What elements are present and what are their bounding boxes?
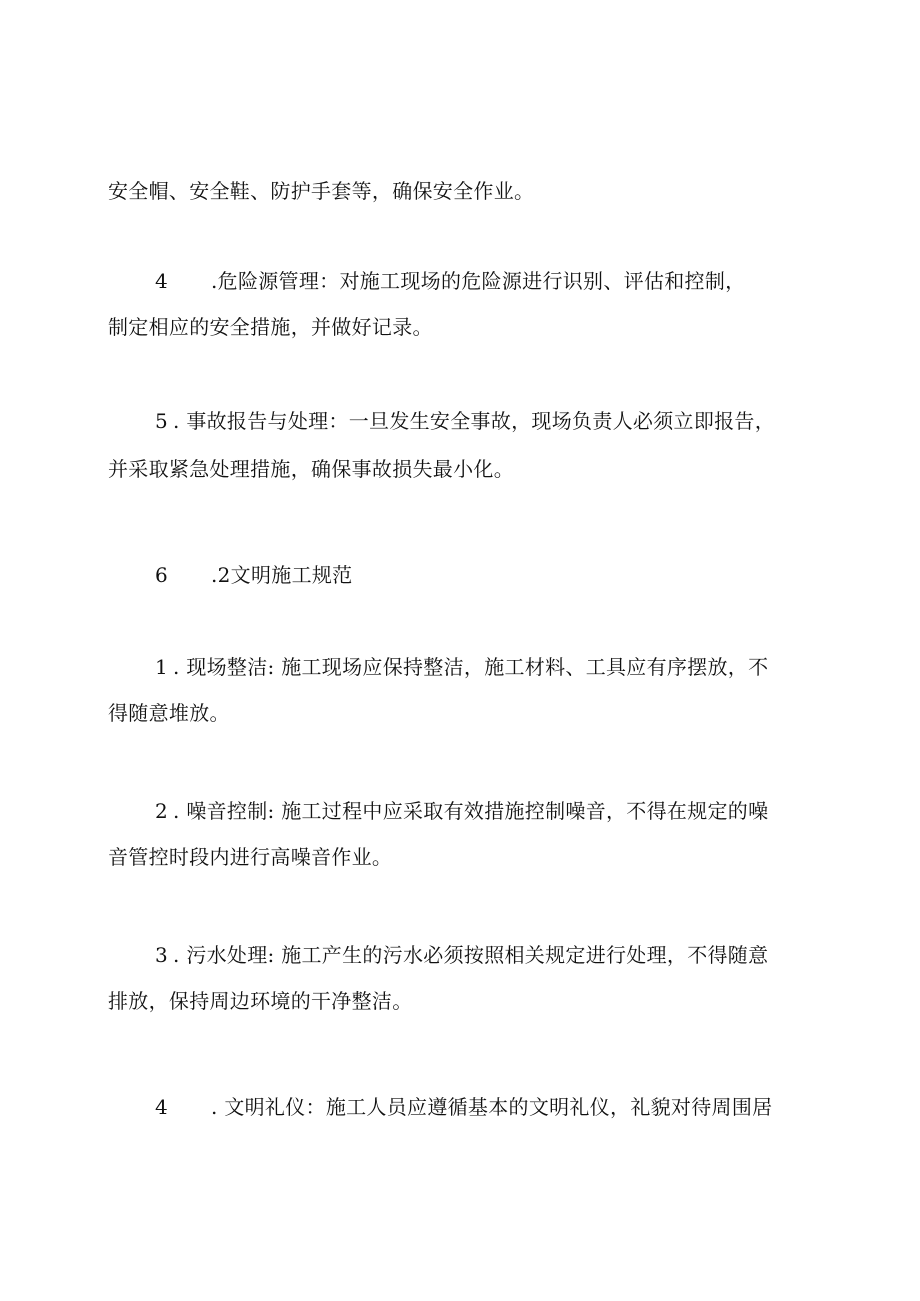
- list-item-text: . 事故报告与处理：一旦发生安全事故，现场负责人必须立即报告，: [173, 409, 776, 433]
- section-title: .2文明施工规范: [211, 563, 353, 587]
- list-item-text: .危险源管理：对施工现场的危险源进行识别、评估和控制，: [211, 269, 746, 293]
- list-item-continuation: [108, 988, 413, 1014]
- list-item-text: . 文明礼仪：施工人员应遵循基本的文明礼仪，礼貌对待周围居: [211, 1095, 773, 1119]
- list-item-number: 1: [155, 655, 169, 679]
- list-item-number: 3: [155, 943, 169, 967]
- list-item-text: . 污水处理: 施工产生的污水必须按照相关规定进行处理，不得随意: [173, 943, 769, 967]
- list-item-first-line: [155, 268, 745, 294]
- list-item-continuation: [108, 844, 392, 870]
- list-item-number: 5: [155, 409, 169, 433]
- list-item-number: 2: [155, 799, 169, 823]
- paragraph-text: 安全帽、安全鞋、防护手套等，确保安全作业。: [108, 179, 535, 203]
- list-item-text: 音管控时段内进行高噪音作业。: [108, 845, 393, 869]
- list-item-first-line: [155, 408, 775, 434]
- list-item-number: 4: [155, 269, 169, 293]
- list-item-continuation: [108, 314, 433, 340]
- list-item-continuation: [108, 456, 514, 482]
- section-number: 6: [155, 563, 169, 587]
- list-item-text: 得随意堆放。: [108, 701, 230, 725]
- list-item-text: 制定相应的安全措施，并做好记录。: [108, 315, 433, 339]
- list-item-text: . 噪音控制: 施工过程中应采取有效措施控制噪音，不得在规定的噪: [173, 799, 769, 823]
- list-item-first-line: [155, 1094, 772, 1120]
- paragraph-line: [108, 178, 534, 204]
- list-item-continuation: [108, 700, 230, 726]
- list-item-number: 4: [155, 1095, 169, 1119]
- list-item-first-line: [155, 654, 768, 680]
- list-item-text: . 现场整洁: 施工现场应保持整洁，施工材料、工具应有序摆放，不: [173, 655, 769, 679]
- list-item-first-line: [155, 798, 768, 824]
- list-item-text: 排放，保持周边环境的干净整洁。: [108, 989, 413, 1013]
- list-item-text: 并采取紧急处理措施，确保事故损失最小化。: [108, 457, 514, 481]
- section-heading: [155, 562, 352, 588]
- list-item-first-line: [155, 942, 768, 968]
